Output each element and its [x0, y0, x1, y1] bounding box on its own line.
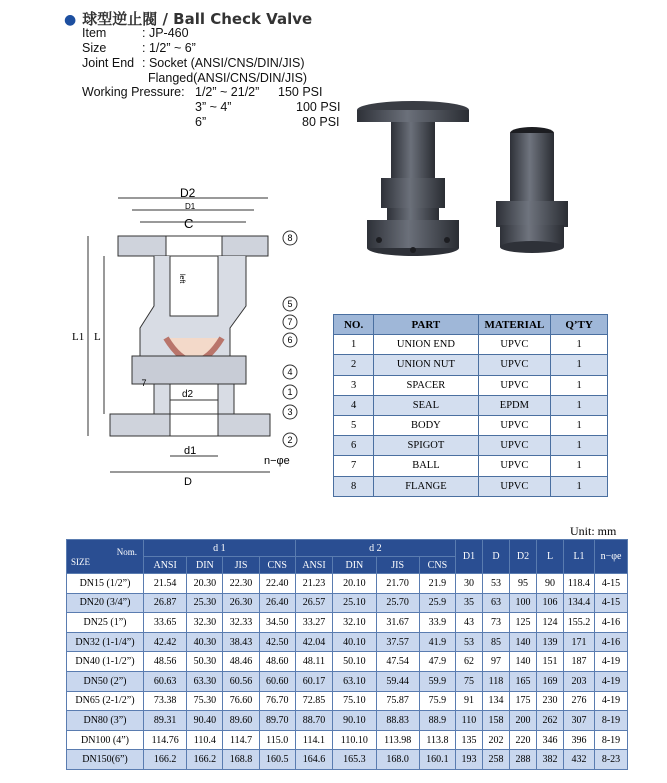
cell: 110.4: [187, 730, 223, 750]
table-row: [334, 415, 608, 435]
cell: 4-16: [595, 613, 628, 633]
cell: 165.3: [333, 750, 376, 770]
cell: 76.60: [223, 691, 259, 711]
cell: UPVC: [478, 456, 551, 476]
table-row: [334, 375, 608, 395]
cell: 258: [483, 750, 510, 770]
callout-number: 3: [287, 407, 293, 417]
table-row: [334, 476, 608, 496]
cell: 30: [456, 574, 483, 594]
cell: 155.2: [564, 613, 595, 633]
cell: 2: [334, 355, 374, 375]
sub-header: JIS: [376, 557, 419, 574]
cell: 47.54: [376, 652, 419, 672]
pressure-value: 80 PSI: [302, 115, 340, 129]
cell: 164.6: [295, 750, 332, 770]
size-cell: DN150(6”): [67, 750, 144, 770]
cell: 63.10: [333, 671, 376, 691]
table-row: [67, 730, 628, 750]
sub-header: JIS: [223, 557, 259, 574]
cell: BALL: [374, 456, 478, 476]
cell: 8: [334, 476, 374, 496]
cell: 4-15: [595, 593, 628, 613]
cell: 8-19: [595, 730, 628, 750]
size-cell: DN50 (2”): [67, 671, 144, 691]
table-row: [67, 750, 628, 770]
cell: 75.30: [187, 691, 223, 711]
col-header: Q’TY: [551, 315, 608, 335]
dim-C: C: [184, 216, 194, 231]
cell: 8-19: [595, 711, 628, 731]
cell: 33.65: [144, 613, 187, 633]
cell: 75.9: [419, 691, 455, 711]
cell: 32.30: [187, 613, 223, 633]
spec-value: : JP-460: [142, 26, 189, 40]
cell: 432: [564, 750, 595, 770]
parts-header-row: [334, 315, 608, 335]
size-cell: DN15 (1/2”): [67, 574, 144, 594]
cell: 166.2: [144, 750, 187, 770]
cell: 34.50: [259, 613, 295, 633]
cell: 106: [537, 593, 564, 613]
sub-header: DIN: [187, 557, 223, 574]
cell: 85: [483, 632, 510, 652]
cell: 32.33: [223, 613, 259, 633]
cell: 134.4: [564, 593, 595, 613]
cell: 33.9: [419, 613, 455, 633]
cell: 26.87: [144, 593, 187, 613]
cell: 42.50: [259, 632, 295, 652]
cell: 25.30: [187, 593, 223, 613]
cell: 21.23: [295, 574, 332, 594]
cell: UPVC: [478, 355, 551, 375]
cell: 1: [551, 436, 608, 456]
cell: 114.76: [144, 730, 187, 750]
callout-number: 5: [287, 299, 293, 309]
technical-drawing: [70, 188, 310, 488]
cell: 25.70: [376, 593, 419, 613]
cell: 114.1: [295, 730, 332, 750]
cell: 4-15: [595, 574, 628, 594]
cell: 90: [537, 574, 564, 594]
pressure-value: 100 PSI: [296, 100, 341, 114]
working-pressure: [82, 85, 342, 131]
cell: 59.9: [419, 671, 455, 691]
cell: 20.30: [187, 574, 223, 594]
sub-header: CNS: [419, 557, 455, 574]
size-cell: DN32 (1-1/4”): [67, 632, 144, 652]
col-header: n−φe: [595, 540, 628, 574]
cell: 60.60: [259, 671, 295, 691]
cell: 4: [334, 395, 374, 415]
cell: 193: [456, 750, 483, 770]
cell: 62: [456, 652, 483, 672]
cell: 31.67: [376, 613, 419, 633]
cell: 115.0: [259, 730, 295, 750]
cell: 63.30: [187, 671, 223, 691]
table-row: [334, 335, 608, 355]
cell: 262: [537, 711, 564, 731]
cell: 4-19: [595, 691, 628, 711]
col-header: D1: [456, 540, 483, 574]
cell: 110: [456, 711, 483, 731]
cell: 75.87: [376, 691, 419, 711]
cell: UPVC: [478, 415, 551, 435]
cell: 203: [564, 671, 595, 691]
table-row: [67, 574, 628, 594]
cell: 1: [551, 415, 608, 435]
cell: 22.30: [223, 574, 259, 594]
dims-header-row: [67, 540, 628, 557]
cell: 1: [551, 476, 608, 496]
table-row: [67, 613, 628, 633]
cell: 48.60: [259, 652, 295, 672]
cell: 140: [510, 632, 537, 652]
cell: 48.56: [144, 652, 187, 672]
cell: 124: [537, 613, 564, 633]
spec-item: [82, 56, 382, 71]
unit-label: Unit: mm: [570, 524, 617, 538]
d1-group-header: d 1: [144, 540, 296, 557]
cell: 166.2: [187, 750, 223, 770]
cell: 88.70: [295, 711, 332, 731]
cell: 90.10: [333, 711, 376, 731]
cell: 5: [334, 415, 374, 435]
table-row: [67, 691, 628, 711]
size-cell: DN80 (3”): [67, 711, 144, 731]
cell: 21.70: [376, 574, 419, 594]
cell: 382: [537, 750, 564, 770]
title-text: 球型逆止閥 / Ball Check Valve: [82, 10, 313, 28]
cell: 165: [510, 671, 537, 691]
col-header: NO.: [334, 315, 374, 335]
cell: 1: [551, 335, 608, 355]
cell: UNION END: [374, 335, 478, 355]
socket-valve-photo: [490, 125, 580, 255]
cell: 88.9: [419, 711, 455, 731]
cell: SPIGOT: [374, 436, 478, 456]
pressure-size: 1/2” ~ 21/2”: [195, 85, 260, 99]
cell: 7: [334, 456, 374, 476]
cell: UPVC: [478, 375, 551, 395]
dim-n-phi-e: n−φe: [264, 455, 290, 467]
cell: 97: [483, 652, 510, 672]
cell: 125: [510, 613, 537, 633]
cell: 88.83: [376, 711, 419, 731]
cell: 35: [456, 593, 483, 613]
col-header: L: [537, 540, 564, 574]
cell: 42.42: [144, 632, 187, 652]
cell: 53: [483, 574, 510, 594]
cell: UPVC: [478, 476, 551, 496]
cell: 40.30: [187, 632, 223, 652]
size-cell: DN40 (1-1/2”): [67, 652, 144, 672]
cell: 1: [551, 355, 608, 375]
cell: SEAL: [374, 395, 478, 415]
cell: EPDM: [478, 395, 551, 415]
table-row: [67, 652, 628, 672]
col-header: D: [483, 540, 510, 574]
table-row: [67, 671, 628, 691]
callout-number: 1: [287, 387, 293, 397]
cell: 1: [334, 335, 374, 355]
d2-group-header: d 2: [295, 540, 455, 557]
cell: 6: [334, 436, 374, 456]
cell: 276: [564, 691, 595, 711]
pressure-label: Working Pressure:: [82, 85, 185, 99]
cell: 1: [551, 456, 608, 476]
table-row: [67, 632, 628, 652]
cell: 25.10: [333, 593, 376, 613]
sub-header: ANSI: [144, 557, 187, 574]
cell: 21.9: [419, 574, 455, 594]
size-cell: DN25 (1”): [67, 613, 144, 633]
callout-number: 4: [287, 367, 293, 377]
pressure-size: 3” ~ 4”: [195, 100, 232, 114]
cell: 151: [537, 652, 564, 672]
table-row: [334, 395, 608, 415]
sub-header: DIN: [333, 557, 376, 574]
spec-item: [82, 41, 382, 56]
cell: 43: [456, 613, 483, 633]
col-header: L1: [564, 540, 595, 574]
cell: 168.8: [223, 750, 259, 770]
spec-value: : Socket (ANSI/CNS/DIN/JIS): [142, 56, 305, 70]
cell: 32.10: [333, 613, 376, 633]
flow-label: left: [178, 274, 185, 284]
dim-D2: D2: [180, 188, 196, 200]
cell: 59.44: [376, 671, 419, 691]
cell: 187: [564, 652, 595, 672]
cell: 60.63: [144, 671, 187, 691]
cell: 26.40: [259, 593, 295, 613]
cell: 89.60: [223, 711, 259, 731]
cell: 33.27: [295, 613, 332, 633]
callout-number: 2: [287, 435, 293, 445]
cell: 346: [537, 730, 564, 750]
cell: UPVC: [478, 335, 551, 355]
cell: 21.54: [144, 574, 187, 594]
cell: 50.10: [333, 652, 376, 672]
cell: 160.1: [419, 750, 455, 770]
spec-value: : 1/2” ~ 6”: [142, 41, 196, 55]
cell: 95: [510, 574, 537, 594]
cell: BODY: [374, 415, 478, 435]
cell: 89.31: [144, 711, 187, 731]
cell: 89.70: [259, 711, 295, 731]
size-label: SIZE: [71, 556, 90, 567]
cell: UNION NUT: [374, 355, 478, 375]
cell: 90.40: [187, 711, 223, 731]
col-header: MATERIAL: [478, 315, 551, 335]
dim-d2: d2: [182, 389, 194, 400]
cell: 4-16: [595, 632, 628, 652]
pressure-value: 150 PSI: [278, 85, 323, 99]
cell: 4-19: [595, 671, 628, 691]
cell: 73.38: [144, 691, 187, 711]
cell: 26.57: [295, 593, 332, 613]
cell: 91: [456, 691, 483, 711]
callout-number: 7: [141, 378, 147, 388]
spec-item: [82, 26, 382, 41]
cell: 158: [483, 711, 510, 731]
dimensions-table: [66, 539, 628, 770]
spec-list: [82, 26, 382, 86]
size-cell: DN65 (2-1/2”): [67, 691, 144, 711]
cell: 63: [483, 593, 510, 613]
cell: 76.70: [259, 691, 295, 711]
cell: 110.10: [333, 730, 376, 750]
dim-L: L: [94, 331, 101, 343]
cell: 37.57: [376, 632, 419, 652]
cell: 25.9: [419, 593, 455, 613]
cell: 47.9: [419, 652, 455, 672]
cell: 139: [537, 632, 564, 652]
dim-D1: D1: [185, 202, 196, 211]
spec-label: Item: [82, 26, 107, 40]
cell: 307: [564, 711, 595, 731]
cell: 72.85: [295, 691, 332, 711]
cell: 288: [510, 750, 537, 770]
spec-value: Flanged(ANSI/CNS/DIN/JIS): [148, 71, 308, 85]
cell: 134: [483, 691, 510, 711]
sub-header: CNS: [259, 557, 295, 574]
size-cell: DN20 (3/4”): [67, 593, 144, 613]
cell: 113.8: [419, 730, 455, 750]
cell: 75: [456, 671, 483, 691]
cell: 75.10: [333, 691, 376, 711]
cell: 50.30: [187, 652, 223, 672]
callout-number: 6: [287, 335, 293, 345]
cell: 3: [334, 375, 374, 395]
dims-body: [67, 574, 628, 770]
spec-label: Joint End: [82, 56, 135, 70]
cell: 200: [510, 711, 537, 731]
cell: SPACER: [374, 375, 478, 395]
table-row: [334, 456, 608, 476]
spec-label: Size: [82, 41, 107, 55]
cell: 135: [456, 730, 483, 750]
nom-size-header: [67, 540, 144, 574]
bullet-icon: ●: [64, 12, 77, 28]
col-header: D2: [510, 540, 537, 574]
cell: 114.7: [223, 730, 259, 750]
dim-L1: L1: [72, 331, 85, 343]
cell: 42.04: [295, 632, 332, 652]
callout-number: 8: [287, 233, 293, 243]
cell: 48.11: [295, 652, 332, 672]
col-header: PART: [374, 315, 478, 335]
cell: 53: [456, 632, 483, 652]
table-row: [67, 711, 628, 731]
cell: 202: [483, 730, 510, 750]
cell: 113.98: [376, 730, 419, 750]
cell: 100: [510, 593, 537, 613]
cell: 60.17: [295, 671, 332, 691]
cell: 41.9: [419, 632, 455, 652]
cell: 118.4: [564, 574, 595, 594]
cell: 26.30: [223, 593, 259, 613]
cell: 230: [537, 691, 564, 711]
cell: 73: [483, 613, 510, 633]
pressure-size: 6”: [195, 115, 207, 129]
cell: 60.56: [223, 671, 259, 691]
cell: 140: [510, 652, 537, 672]
cell: 169: [537, 671, 564, 691]
cell: 22.40: [259, 574, 295, 594]
cell: 38.43: [223, 632, 259, 652]
table-row: [334, 436, 608, 456]
cell: 160.5: [259, 750, 295, 770]
cell: 118: [483, 671, 510, 691]
cell: 8-23: [595, 750, 628, 770]
cell: 1: [551, 375, 608, 395]
cell: 20.10: [333, 574, 376, 594]
flanged-valve-photo: [355, 100, 475, 260]
dim-D: D: [184, 476, 192, 488]
cell: 1: [551, 395, 608, 415]
cell: UPVC: [478, 436, 551, 456]
parts-table: [333, 314, 608, 497]
table-row: [334, 355, 608, 375]
cell: 396: [564, 730, 595, 750]
cell: FLANGE: [374, 476, 478, 496]
cell: 48.46: [223, 652, 259, 672]
sub-header: ANSI: [295, 557, 332, 574]
cell: 40.10: [333, 632, 376, 652]
cell: 220: [510, 730, 537, 750]
spec-item: [82, 71, 382, 86]
nom-label: Nom.: [116, 546, 137, 557]
callout-number: 7: [287, 317, 293, 327]
cell: 171: [564, 632, 595, 652]
table-row: [67, 593, 628, 613]
size-cell: DN100 (4”): [67, 730, 144, 750]
cell: 4-19: [595, 652, 628, 672]
cell: 175: [510, 691, 537, 711]
cell: 168.0: [376, 750, 419, 770]
dim-d1: d1: [184, 445, 197, 457]
